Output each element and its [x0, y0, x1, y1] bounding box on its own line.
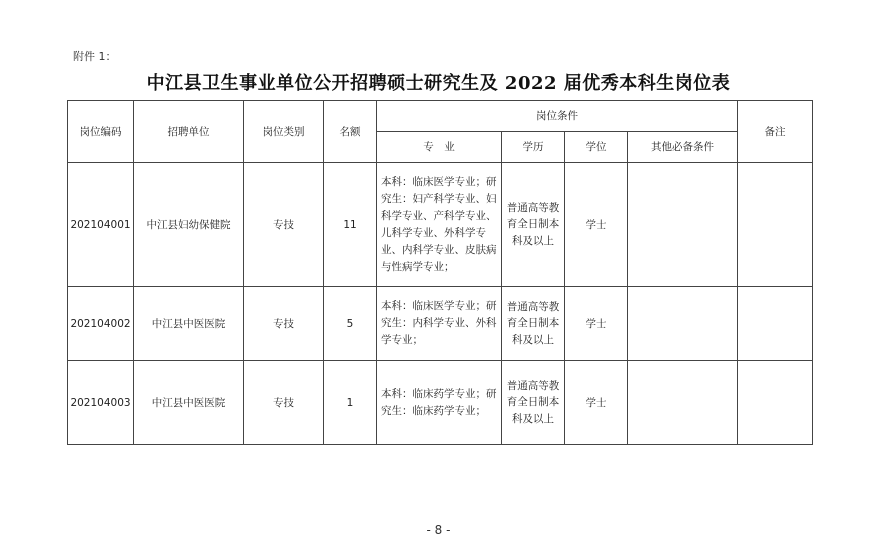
header-degree: 学位: [565, 132, 628, 163]
header-other: 其他必备条件: [628, 132, 738, 163]
cell-major: 本科：临床药学专业；研究生：临床药学专业；: [377, 361, 502, 445]
attachment-label: 附件 1：: [73, 50, 117, 63]
header-remarks: 备注: [738, 101, 813, 163]
page-number: - 8 -: [426, 523, 451, 537]
cell-remarks: [738, 163, 813, 287]
header-code: 岗位编码: [68, 101, 134, 163]
cell-education: 普通高等教育全日制本科及以上: [502, 163, 565, 287]
table-row: [68, 287, 813, 361]
cell-code: 202104001: [68, 163, 134, 287]
cell-degree: 学士: [565, 287, 628, 361]
cell-education: 普通高等教育全日制本科及以上: [502, 361, 565, 445]
table-row: [68, 361, 813, 445]
cell-quota: 5: [324, 287, 377, 361]
cell-code: 202104002: [68, 287, 134, 361]
cell-major: 本科：临床医学专业；研究生：妇产科学专业、妇科学专业、产科学专业、儿科学专业、外科学专业、内科学专业、皮肤病与性病学专业；: [377, 163, 502, 287]
table-row: [68, 163, 813, 287]
cell-unit: 中江县妇幼保健院: [134, 163, 244, 287]
cell-category: 专技: [244, 361, 324, 445]
cell-unit: 中江县中医医院: [134, 361, 244, 445]
cell-quota: 1: [324, 361, 377, 445]
cell-education: 普通高等教育全日制本科及以上: [502, 287, 565, 361]
cell-code: 202104003: [68, 361, 134, 445]
cell-degree: 学士: [565, 361, 628, 445]
cell-unit: 中江县中医医院: [134, 287, 244, 361]
cell-other: [628, 361, 738, 445]
header-unit: 招聘单位: [134, 101, 244, 163]
header-major: 专 业: [377, 132, 502, 163]
cell-major: 本科：临床医学专业；研究生：内科学专业、外科学专业；: [377, 287, 502, 361]
cell-remarks: [738, 361, 813, 445]
page-title: 中江县卫生事业单位公开招聘硕士研究生及 2022 届优秀本科生岗位表: [146, 73, 731, 94]
cell-category: 专技: [244, 163, 324, 287]
header-conditions: 岗位条件: [377, 101, 738, 132]
cell-remarks: [738, 287, 813, 361]
header-education: 学历: [502, 132, 565, 163]
header-quota: 名额: [324, 101, 377, 163]
header-category: 岗位类别: [244, 101, 324, 163]
cell-other: [628, 287, 738, 361]
cell-quota: 11: [324, 163, 377, 287]
positions-table: [67, 100, 813, 445]
cell-other: [628, 163, 738, 287]
cell-degree: 学士: [565, 163, 628, 287]
cell-category: 专技: [244, 287, 324, 361]
